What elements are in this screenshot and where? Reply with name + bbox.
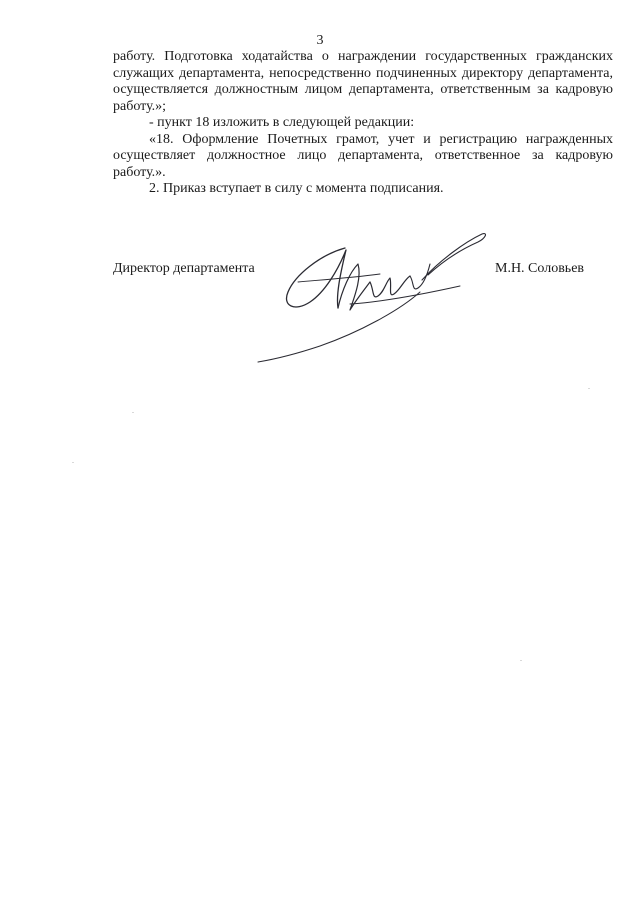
paragraph-effective-date: 2. Приказ вступает в силу с момента подписания. [149, 181, 444, 196]
scan-speck [72, 462, 74, 463]
scan-speck [132, 412, 134, 413]
signatory-position: Директор департамента [113, 261, 255, 276]
signatory-name: М.Н. Соловьев [495, 261, 585, 276]
page-number: 3 [316, 33, 324, 48]
scan-speck [520, 660, 522, 661]
paragraph-continuation: работу. Подготовка ходатайства о награждении государственных гражданских служащих департамента, непосредственно подчиненных директору департамента, осуществляется должностным лицом департамента, ответственным за кадровую работу.»; [113, 49, 613, 114]
handwritten-signature [250, 220, 490, 365]
paragraph-item-18-intro: - пункт 18 изложить в следующей редакции: [149, 115, 415, 130]
scan-speck [588, 388, 590, 389]
document-body [113, 49, 613, 198]
paragraph-item-18-text: «18. Оформление Почетных грамот, учет и регистрацию награжденных осуществляет должностное лицо департамента, ответственное за кадровую работу.». [113, 131, 613, 180]
